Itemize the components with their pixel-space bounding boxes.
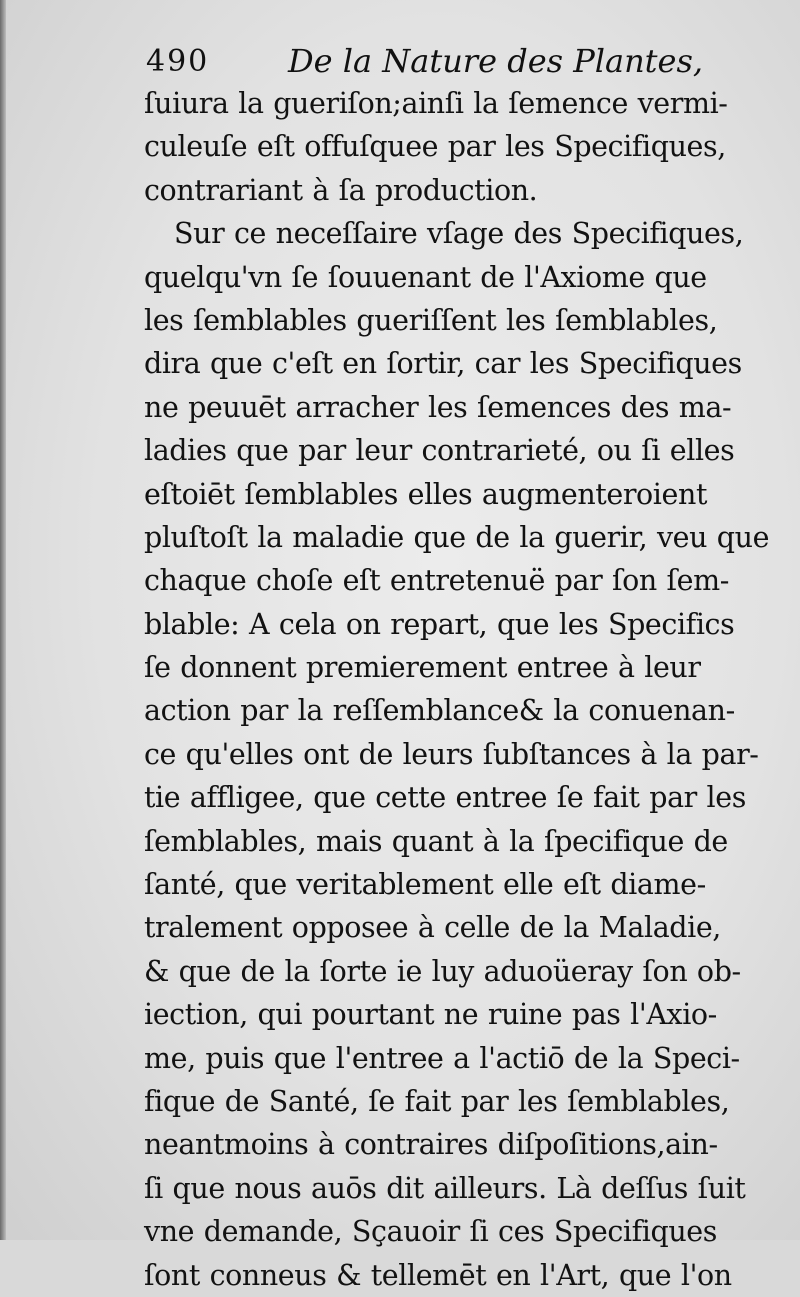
text-line: ſemblables, mais quant à la ſpecifique de: [144, 824, 728, 858]
text-line: pluſtoſt la maladie que de la guerir, veu que: [144, 520, 770, 554]
paragraph-start-line: Sur ce neceſſaire vſage des Specifiques,: [174, 217, 744, 251]
text-line: tralement opposee à celle de la Maladie,: [144, 911, 721, 945]
page-gutter-edge: [0, 0, 6, 1240]
text-line: & que de la ſorte ie luy aduoüeray ſon ob-: [144, 954, 741, 988]
text-line: neantmoins à contraires diſpoſitions,ain-: [144, 1128, 718, 1162]
text-line: contrariant à ſa production.: [144, 173, 538, 207]
text-line: me, puis que l'entree a l'actiō de la Speci-: [144, 1041, 740, 1075]
text-line: ſi que nous auōs dit ailleurs. Là deſſus ſuit: [144, 1171, 746, 1205]
text-line: dira que c'eſt en ſortir, car les Specifiques: [144, 347, 742, 381]
text-line: blable: A cela on repart, que les Specifics: [144, 607, 735, 641]
page-header: [146, 38, 726, 86]
body-text: [144, 82, 770, 1297]
running-title: De la Nature des Plantes,: [288, 42, 704, 80]
text-line: culeuſe eſt offuſquee par les Specifiques,: [144, 130, 726, 164]
text-line: iection, qui pourtant ne ruine pas l'Axio-: [144, 998, 717, 1032]
page-number: 490: [146, 44, 210, 79]
text-line: tie affligee, que cette entree ſe fait par les: [144, 781, 746, 815]
text-line: ce qu'elles ont de leurs ſubſtances à la par-: [144, 737, 759, 771]
text-line: vne demande, Sçauoir ſi ces Specifiques: [144, 1215, 717, 1249]
text-line: les ſemblables gueriſſent les ſemblables,: [144, 303, 718, 337]
text-line: ſont conneus & tellemēt en l'Art, que l'on: [144, 1258, 732, 1292]
text-line: ſanté, que veritablement elle eſt diame-: [144, 868, 706, 902]
text-line: eſtoiēt ſemblables elles augmenteroient: [144, 477, 707, 511]
text-line: quelqu'vn ſe ſouuenant de l'Axiome que: [144, 260, 707, 294]
text-line: ne peuuēt arracher les ſemences des ma-: [144, 390, 732, 424]
text-line: fique de Santé, ſe fait par les ſemblables,: [144, 1084, 730, 1118]
text-line: ladies que par leur contrarieté, ou ſi elles: [144, 434, 735, 468]
text-line: chaque choſe eſt entretenuë par ſon ſem-: [144, 564, 729, 598]
text-line: action par la reſſemblance& la conuenan-: [144, 694, 735, 728]
text-line: ſuiura la gueriſon;ainſi la ſemence vermi-: [144, 87, 728, 120]
text-line: ſe donnent premierement entree à leur: [144, 651, 701, 685]
